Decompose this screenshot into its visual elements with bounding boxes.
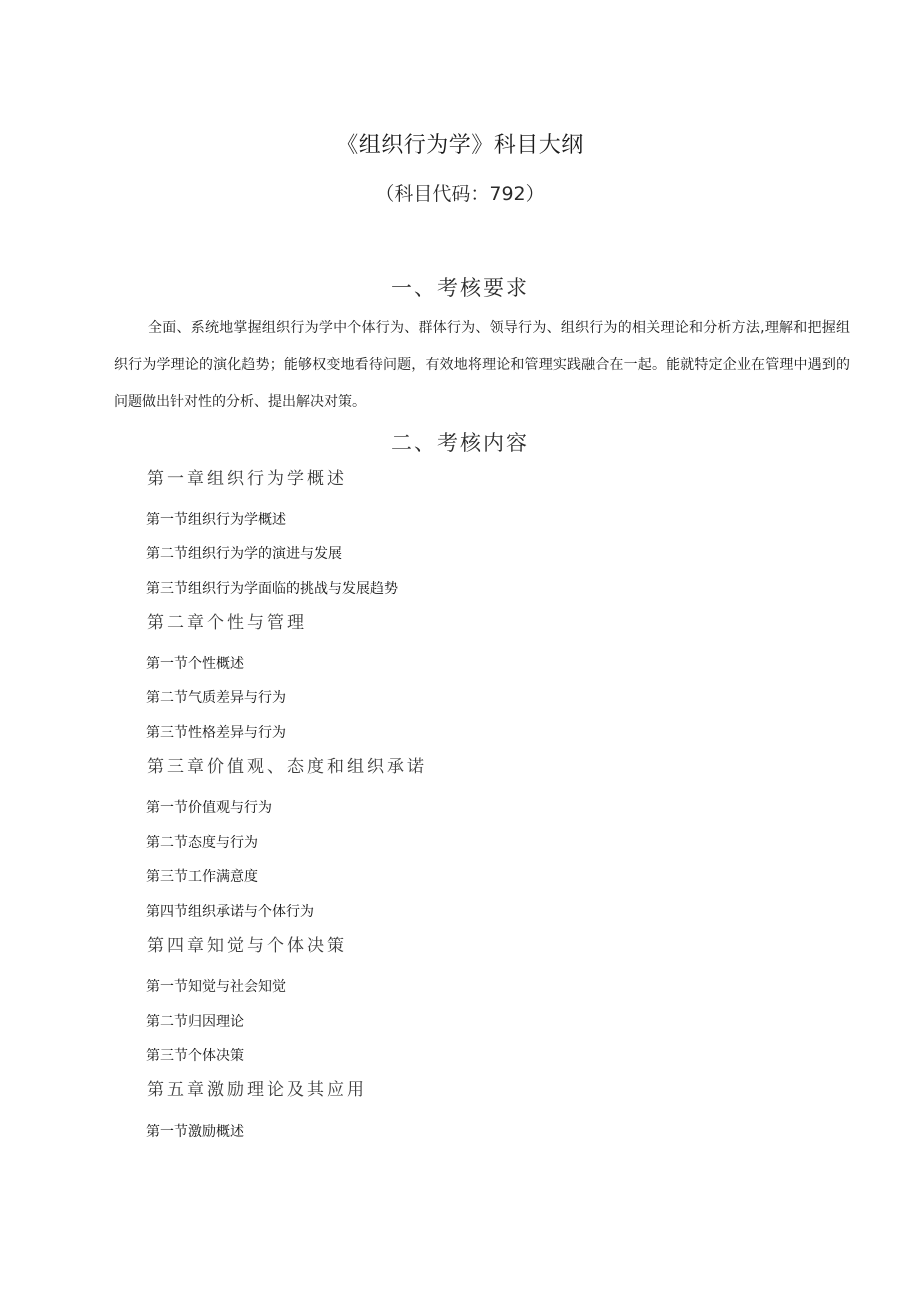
section-item: 第三节性格差异与行为 — [146, 725, 286, 741]
section-item: 第三节组织行为学面临的挑战与发展趋势 — [146, 581, 398, 597]
section-item: 第一节个性概述 — [146, 656, 244, 672]
document-title: 《组织行为学》科目大纲 — [336, 133, 584, 158]
requirements-paragraph: 全面、系统地掌握组织行为学中个体行为、群体行为、领导行为、组织行为的相关理论和分析方法,理解和把握组织行为学理论的演化趋势；能够权变地看待问题，有效地将理论和管理实践融合在一起。能就特定企业在管理中遇到的问题做出针对性的分析、提出解决对策。 — [114, 320, 850, 410]
section-item: 第二节归因理论 — [146, 1014, 244, 1030]
chapter-title: 第五章激励理论及其应用 — [147, 1080, 367, 1100]
section-item: 第四节组织承诺与个体行为 — [146, 904, 314, 920]
section-item: 第二节组织行为学的演进与发展 — [146, 546, 342, 562]
chapter-title: 第二章个性与管理 — [147, 613, 307, 633]
section-item: 第二节态度与行为 — [146, 835, 258, 851]
chapter-title: 第四章知觉与个体决策 — [147, 936, 347, 956]
document-subtitle: （科目代码：792） — [375, 183, 545, 205]
section-item: 第一节组织行为学概述 — [146, 512, 286, 528]
section-item: 第一节价值观与行为 — [146, 800, 272, 816]
chapter-title: 第一章组织行为学概述 — [147, 469, 347, 489]
chapter-title: 第三章价值观、态度和组织承诺 — [147, 757, 427, 777]
section-item: 第二节气质差异与行为 — [146, 690, 286, 706]
section-item: 第三节个体决策 — [146, 1048, 244, 1064]
section-item: 第三节工作满意度 — [146, 869, 258, 885]
heading-requirements: 一、考核要求 — [391, 276, 529, 300]
section-item: 第一节知觉与社会知觉 — [146, 979, 286, 995]
section-item: 第一节激励概述 — [146, 1124, 244, 1140]
heading-content: 二、考核内容 — [391, 431, 529, 455]
